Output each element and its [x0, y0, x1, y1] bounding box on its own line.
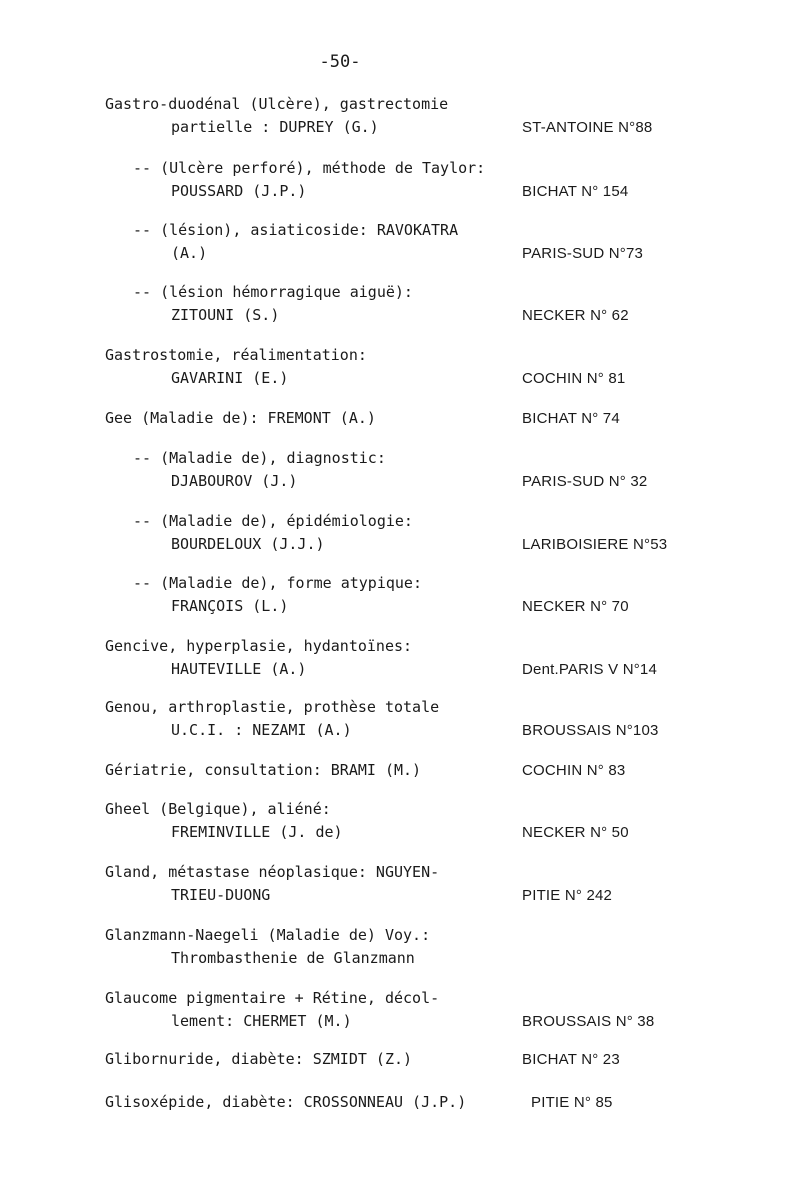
- entry-reference: COCHIN N° 83: [522, 762, 626, 779]
- entry-reference: NECKER N° 50: [522, 824, 629, 841]
- entry-heading: [105, 861, 705, 884]
- index-entry: [105, 157, 705, 203]
- entry-author: DJABOUROV (J.): [171, 472, 298, 490]
- entry-heading-text: Gland, métastase néoplasique: NGUYEN-: [105, 863, 440, 881]
- entry-continuation: [105, 180, 705, 203]
- entry-continuation: [105, 367, 705, 390]
- index-entry: [105, 635, 705, 681]
- entry-heading-text: Gheel (Belgique), aliéné:: [105, 800, 331, 818]
- entry-reference: PITIE N° 85: [531, 1094, 613, 1111]
- entry-author: GAVARINI (E.): [171, 369, 289, 387]
- entry-author: HAUTEVILLE (A.): [171, 660, 307, 678]
- entry-reference: PITIE N° 242: [522, 887, 613, 904]
- entry-heading-text: Gastrostomie, réalimentation:: [105, 346, 367, 364]
- entry-reference: PARIS-SUD N° 32: [522, 473, 648, 490]
- entry-heading: [105, 1091, 705, 1114]
- entry-continuation: [105, 719, 705, 742]
- entry-heading: [105, 987, 705, 1010]
- index-entry: [105, 572, 705, 618]
- entry-author: Thrombasthenie de Glanzmann: [171, 949, 415, 967]
- entry-heading-text: Gee (Maladie de): FREMONT (A.): [105, 409, 376, 427]
- entry-reference: Dent.PARIS V N°14: [522, 661, 658, 678]
- entry-heading: [105, 798, 705, 821]
- entry-author: BOURDELOUX (J.J.): [171, 535, 325, 553]
- entry-author: TRIEU-DUONG: [171, 886, 271, 904]
- entry-heading: [105, 696, 705, 719]
- index-entry: [105, 987, 705, 1033]
- entry-heading: [105, 447, 705, 470]
- entry-author: POUSSARD (J.P.): [171, 182, 307, 200]
- entry-heading-text: -- (Maladie de), épidémiologie:: [133, 512, 413, 530]
- index-entry: [105, 219, 705, 265]
- entry-heading: [105, 759, 705, 782]
- entry-heading-text: Gériatrie, consultation: BRAMI (M.): [105, 761, 422, 779]
- index-entry: [105, 798, 705, 844]
- entry-heading: [105, 219, 705, 242]
- entry-reference: NECKER N° 70: [522, 598, 629, 615]
- index-entry: [105, 407, 705, 430]
- entry-continuation: [105, 884, 705, 907]
- index-entry: [105, 924, 705, 970]
- entry-heading: [105, 572, 705, 595]
- entry-heading-text: Gencive, hyperplasie, hydantoïnes:: [105, 637, 413, 655]
- entry-author: U.C.I. : NEZAMI (A.): [171, 721, 352, 739]
- entry-heading: [105, 1048, 705, 1071]
- index-entry: [105, 344, 705, 390]
- index-entry: [105, 1048, 705, 1071]
- entry-reference: BICHAT N° 74: [522, 410, 620, 427]
- entry-reference: BROUSSAIS N°103: [522, 722, 659, 739]
- entry-heading-text: -- (Ulcère perforé), méthode de Taylor:: [133, 159, 486, 177]
- index-entry: [105, 759, 705, 782]
- entry-reference: BICHAT N° 154: [522, 183, 629, 200]
- entry-heading: [105, 157, 705, 180]
- entry-reference: PARIS-SUD N°73: [522, 245, 644, 262]
- entry-heading-text: Glaucome pigmentaire + Rétine, décol-: [105, 989, 440, 1007]
- entry-author: FREMINVILLE (J. de): [171, 823, 343, 841]
- index-entry: [105, 510, 705, 556]
- entry-heading-text: Glanzmann-Naegeli (Maladie de) Voy.:: [105, 926, 431, 944]
- entry-continuation: [105, 947, 705, 970]
- index-entry: [105, 861, 705, 907]
- entry-heading-text: -- (lésion hémorragique aiguë):: [133, 283, 413, 301]
- entry-continuation: [105, 658, 705, 681]
- page-number: -50-: [319, 52, 361, 72]
- entry-continuation: [105, 304, 705, 327]
- entry-heading: [105, 510, 705, 533]
- entry-continuation: [105, 595, 705, 618]
- entry-author: ZITOUNI (S.): [171, 306, 280, 324]
- entry-heading-text: Glisoxépide, diabète: CROSSONNEAU (J.P.): [105, 1093, 467, 1111]
- entry-reference: LARIBOISIERE N°53: [522, 536, 668, 553]
- index-entry: [105, 447, 705, 493]
- entry-heading: [105, 407, 705, 430]
- entry-heading: [105, 924, 705, 947]
- entry-heading-text: Genou, arthroplastie, prothèse totale: [105, 698, 440, 716]
- entry-reference: NECKER N° 62: [522, 307, 629, 324]
- entry-heading: [105, 344, 705, 367]
- entry-heading: [105, 635, 705, 658]
- entry-continuation: [105, 470, 705, 493]
- entry-author: FRANÇOIS (L.): [171, 597, 289, 615]
- entry-author: partielle : DUPREY (G.): [171, 118, 379, 136]
- entry-heading-text: -- (Maladie de), diagnostic:: [133, 449, 386, 467]
- entry-author: (A.): [171, 244, 208, 262]
- entry-continuation: [105, 1010, 705, 1033]
- index-entry: [105, 1091, 705, 1114]
- entry-author: lement: CHERMET (M.): [171, 1012, 352, 1030]
- entry-reference: COCHIN N° 81: [522, 370, 626, 387]
- entry-heading-text: -- (lésion), asiaticoside: RAVOKATRA: [133, 221, 459, 239]
- entry-reference: BICHAT N° 23: [522, 1051, 620, 1068]
- entry-heading: [105, 93, 705, 116]
- entry-continuation: [105, 821, 705, 844]
- entry-reference: BROUSSAIS N° 38: [522, 1013, 655, 1030]
- entry-continuation: [105, 242, 705, 265]
- entry-heading-text: Glibornuride, diabète: SZMIDT (Z.): [105, 1050, 413, 1068]
- index-entry: [105, 696, 705, 742]
- entry-continuation: [105, 116, 705, 139]
- entry-reference: ST-ANTOINE N°88: [522, 119, 653, 136]
- index-entry: [105, 281, 705, 327]
- index-entry: [105, 93, 705, 139]
- entry-heading: [105, 281, 705, 304]
- entry-continuation: [105, 533, 705, 556]
- entry-heading-text: Gastro-duodénal (Ulcère), gastrectomie: [105, 95, 449, 113]
- entry-heading-text: -- (Maladie de), forme atypique:: [133, 574, 422, 592]
